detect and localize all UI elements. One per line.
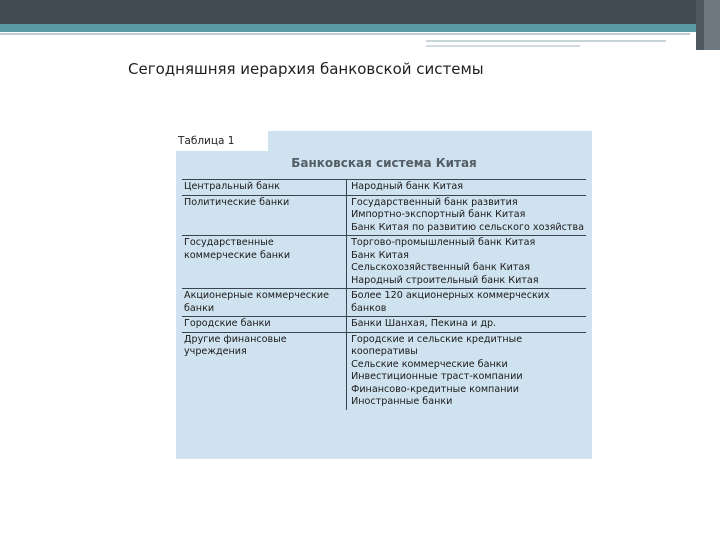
top-bar [0,0,720,24]
decorative-line [426,40,666,42]
category-text: Политические банки [184,196,290,208]
table-row [182,180,586,196]
item-text: Инвестиционные траст-компании [351,371,523,382]
category-text: Государственные [184,237,274,248]
items-cell [347,195,586,236]
category-cell [182,332,347,410]
table-row [182,236,586,289]
category-cell [182,180,347,196]
table-row [182,195,586,236]
item-text: Городские и сельские кредитные [351,333,523,345]
item-text: Финансово-кредитные компании [351,383,519,395]
category-text: Городские банки [184,318,271,329]
item-text: Импортно-экспортный банк Китая [351,209,526,220]
item-text: Народный строительный банк Китая [351,274,539,286]
items-cell [347,180,586,196]
item-text: Иностранные банки [351,396,453,407]
category-cell [182,289,347,317]
category-text: Другие финансовые [184,333,287,345]
category-cell [182,236,347,289]
category-text: Акционерные коммерческие [184,290,329,301]
item-text: Банк Китая по развитию сельского хозяйства [351,221,584,233]
item-text: Банки Шанхая, Пекина и др. [351,318,497,329]
items-cell [347,236,586,289]
item-text: Торгово-промышленный банк Китая [351,237,536,248]
item-text: Банк Китая [351,249,409,261]
category-cell [182,317,347,333]
category-text: учреждения [184,346,247,357]
decorative-line [426,45,580,47]
item-text: Сельскохозяйственный банк Китая [351,262,531,273]
table-row [182,332,586,410]
category-text: коммерческие банки [184,249,291,261]
items-cell [347,332,586,410]
item-text: Сельские коммерческие банки [351,358,508,370]
item-text: Народный банк Китая [351,181,464,192]
category-text: Центральный банк [184,181,280,192]
corner-decoration [704,0,720,50]
slide-title: Сегодняшняя иерархия банковской системы [128,60,484,78]
item-text: Более 120 акционерных коммерческих [351,290,550,301]
top-accent-band [0,24,720,32]
bank-table-image [176,131,592,459]
decorative-line [0,33,690,35]
category-text: банки [184,302,215,314]
item-text: банков [351,302,387,314]
item-text: Государственный банк развития [351,196,518,208]
category-cell [182,195,347,236]
table-row [182,317,586,333]
table-heading: Банковская система Китая [291,156,477,170]
items-cell [347,317,586,333]
table-number-label: Таблица 1 [176,131,268,151]
bank-system-table [182,179,586,410]
item-text: кооперативы [351,346,418,357]
table-row [182,289,586,317]
items-cell [347,289,586,317]
